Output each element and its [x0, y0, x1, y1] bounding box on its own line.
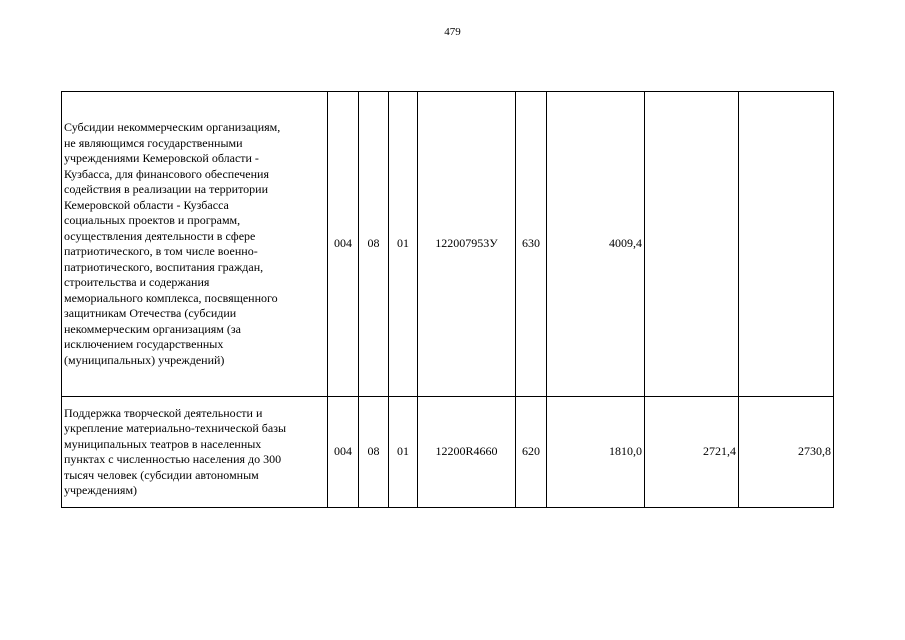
description-line: некоммерческим организациям (за [64, 321, 241, 336]
description-line: Кемеровской области - Кузбасса [64, 197, 229, 212]
description-line: мемориального комплекса, посвященного [64, 290, 278, 305]
description-line: (муниципальных) учреждений) [64, 352, 225, 367]
description-line: патриотического, в том числе военно- [64, 244, 258, 258]
description-line: учреждениями Кемеровской области - [64, 151, 259, 165]
subsection-code-cell: 01 [389, 92, 418, 397]
description-line: укрепление материально-технической базы [64, 421, 287, 435]
ministry-code-cell: 004 [328, 397, 359, 508]
description-line: пунктах с численностью населения до 300 [64, 452, 282, 466]
sum-year3-cell: 2730,8 [739, 397, 834, 508]
ministry-code-cell: 004 [328, 92, 359, 397]
description-line: содействия в реализации на территории [64, 182, 268, 196]
expense-type-cell: 620 [516, 397, 547, 508]
section-code-cell: 08 [359, 397, 389, 508]
budget-table [61, 91, 834, 508]
description-line: тысяч человек (субсидии автономным [64, 467, 259, 482]
section-code-cell: 08 [359, 92, 389, 397]
sum-year2-cell [645, 92, 739, 397]
subsection-code-cell: 01 [389, 397, 418, 508]
sum-year1-cell: 1810,0 [547, 397, 645, 508]
table-row [62, 92, 834, 397]
description-line: муниципальных театров в населенных [64, 436, 262, 451]
sum-year2-cell: 2721,4 [645, 397, 739, 508]
description-line: социальных проектов и программ, [64, 213, 241, 227]
description-line: патриотического, воспитания граждан, [64, 259, 264, 274]
description-line: Субсидии некоммерческим организациям, [64, 120, 281, 134]
sum-year3-cell [739, 92, 834, 397]
description-line: строительства и содержания [64, 275, 210, 289]
description-line: осуществления деятельности в сфере [64, 228, 256, 243]
sum-year1-cell: 4009,4 [547, 92, 645, 397]
description-line: Поддержка творческой деятельности и [64, 405, 263, 420]
description-line: исключением государственных [64, 337, 224, 351]
table-row [62, 397, 834, 508]
expense-type-cell: 630 [516, 92, 547, 397]
page-number: 479 [444, 26, 461, 38]
target-article-cell: 12200R4660 [418, 397, 516, 508]
description-line: учреждениям) [64, 483, 138, 497]
row-description [62, 92, 328, 397]
description-line: Кузбасса, для финансового обеспечения [64, 166, 269, 181]
target-article-cell: 122007953У [418, 92, 516, 397]
row-description [62, 397, 328, 508]
description-line: защитникам Отечества (субсидии [64, 306, 237, 320]
description-line: не являющимся государственными [64, 135, 243, 150]
